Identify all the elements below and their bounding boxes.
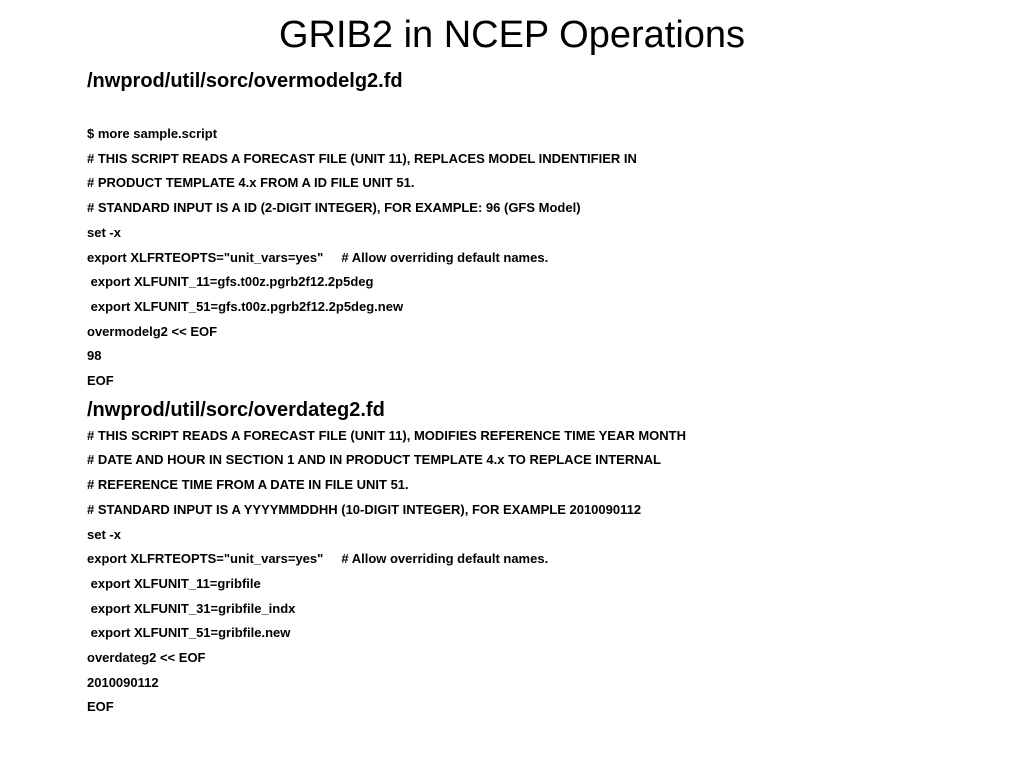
script-line: # PRODUCT TEMPLATE 4.x FROM A ID FILE UNIT 51. xyxy=(87,175,415,191)
script-line: $ more sample.script xyxy=(87,126,218,141)
script-line: EOF xyxy=(87,699,114,715)
script-line: # STANDARD INPUT IS A YYYYMMDDHH (10-DIGIT INTEGER), FOR EXAMPLE 2010090112 xyxy=(87,501,642,517)
script-line: export XLFUNIT_51=gribfile.new xyxy=(87,625,291,641)
script-line: export XLFUNIT_11=gfs.t00z.pgrb2f12.2p5deg xyxy=(87,274,374,290)
slide-content xyxy=(87,64,987,720)
script-block xyxy=(87,122,987,394)
section-overmodelg2 xyxy=(87,69,987,394)
script-line: set -x xyxy=(87,526,121,542)
script-line: export XLFRTEOPTS="unit_vars=yes" # Allow overriding default names. xyxy=(87,249,549,265)
script-line: export XLFUNIT_31=gribfile_indx xyxy=(87,600,296,616)
section-heading: /nwprod/util/sorc/overdateg2.fd xyxy=(87,398,385,421)
script-line: 98 xyxy=(87,348,102,364)
slide-title: GRIB2 in NCEP Operations xyxy=(278,14,746,56)
script-block xyxy=(87,424,987,720)
script-line: # THIS SCRIPT READS A FORECAST FILE (UNIT 11), REPLACES MODEL INDENTIFIER IN xyxy=(87,150,637,166)
script-line: export XLFUNIT_51=gfs.t00z.pgrb2f12.2p5deg.new xyxy=(87,298,404,314)
script-line: overdateg2 << EOF xyxy=(87,650,206,666)
script-line: # REFERENCE TIME FROM A DATE IN FILE UNIT 51. xyxy=(87,477,409,493)
section-heading: /nwprod/util/sorc/overmodelg2.fd xyxy=(87,70,403,92)
script-line: 2010090112 xyxy=(87,674,159,690)
section-overdateg2 xyxy=(87,397,987,720)
script-line: set -x xyxy=(87,224,121,240)
script-line: # STANDARD INPUT IS A ID (2-DIGIT INTEGER), FOR EXAMPLE: 96 (GFS Model) xyxy=(87,200,581,216)
script-line: export XLFRTEOPTS="unit_vars=yes" # Allow overriding default names. xyxy=(87,551,549,567)
script-line: # DATE AND HOUR IN SECTION 1 AND IN PRODUCT TEMPLATE 4.x TO REPLACE INTERNAL xyxy=(87,452,661,468)
script-line: overmodelg2 << EOF xyxy=(87,323,218,339)
script-line: EOF xyxy=(87,373,114,389)
script-line: # THIS SCRIPT READS A FORECAST FILE (UNIT 11), MODIFIES REFERENCE TIME YEAR MONTH xyxy=(87,427,687,443)
script-line: export XLFUNIT_11=gribfile xyxy=(87,575,261,591)
